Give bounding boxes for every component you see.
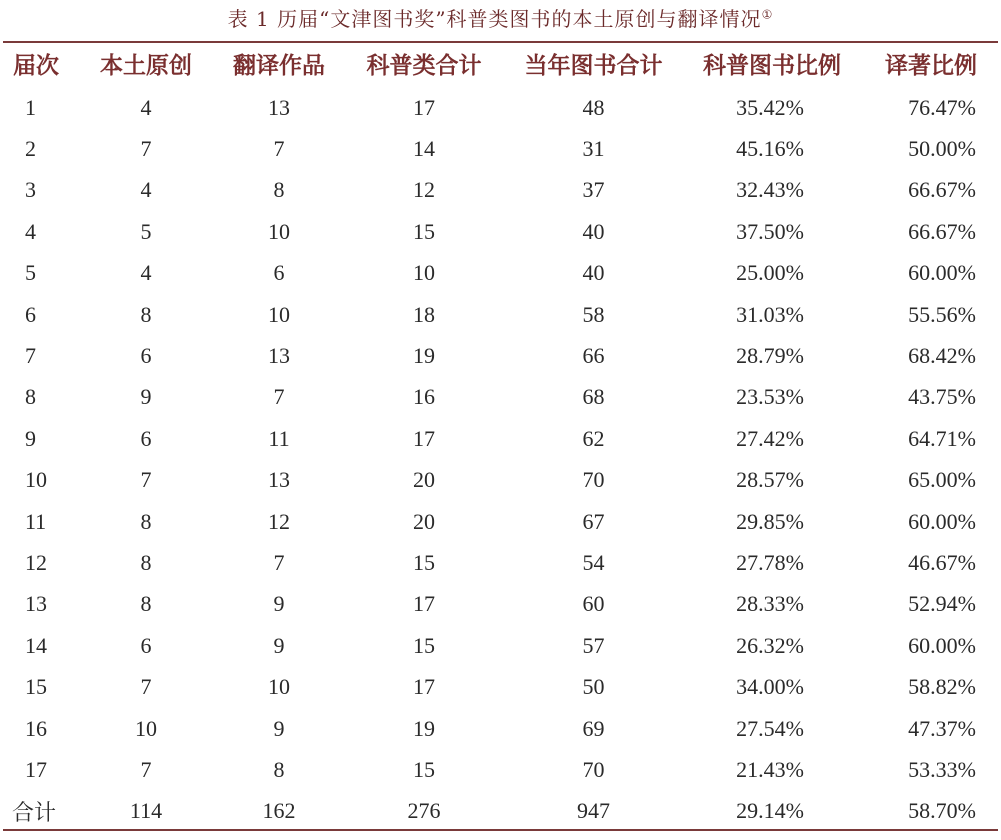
cell-session: 5: [25, 260, 36, 286]
table-caption: [0, 2, 1001, 36]
cell-translation-ratio: 47.37%: [908, 715, 976, 741]
cell-popsci-total: 15: [413, 632, 435, 658]
table-row: [3, 377, 998, 418]
cell-session: 13: [25, 591, 47, 617]
cell-popsci-total: 19: [413, 715, 435, 741]
cell-local-original: 114: [129, 798, 163, 824]
cell-popsci-ratio: 37.50%: [736, 218, 804, 244]
cell-translated-works: 162: [262, 798, 296, 824]
footnote-marker: ①: [761, 7, 774, 22]
table-row: [3, 294, 998, 335]
cell-translation-ratio: 76.47%: [908, 94, 976, 120]
cell-local-original: 4: [140, 94, 152, 120]
header-popsci-total: 科普类合计: [366, 52, 482, 79]
cell-popsci-total: 15: [413, 218, 435, 244]
cell-popsci-ratio: 27.54%: [736, 715, 804, 741]
cell-popsci-total: 15: [413, 756, 435, 782]
cell-translation-ratio: 60.00%: [908, 508, 976, 534]
cell-session: 4: [25, 218, 36, 244]
cell-translated-works: 7: [273, 136, 285, 162]
header-translation-ratio: 译著比例: [885, 52, 977, 79]
cell-translated-works: 9: [273, 591, 285, 617]
cell-session: 1: [25, 94, 36, 120]
cell-year-books-total: 40: [582, 218, 605, 244]
cell-translated-works: 13: [268, 343, 290, 369]
cell-popsci-ratio: 32.43%: [736, 177, 804, 203]
cell-local-original: 7: [140, 136, 152, 162]
cell-translated-works: 13: [268, 467, 290, 493]
cell-local-original: 7: [140, 674, 152, 700]
cell-translated-works: 10: [268, 301, 290, 327]
table-row: [3, 584, 998, 625]
total-row: [3, 791, 998, 832]
table-row: [3, 83, 998, 128]
header-row: [3, 43, 998, 83]
cell-translation-ratio: 43.75%: [908, 384, 976, 410]
cell-translated-works: 12: [268, 508, 290, 534]
cell-popsci-total: 10: [413, 260, 435, 286]
cell-popsci-total: 17: [413, 591, 435, 617]
cell-local-original: 6: [140, 632, 152, 658]
cell-translation-ratio: 66.67%: [908, 177, 976, 203]
cell-year-books-total: 57: [582, 632, 605, 658]
cell-popsci-total: 17: [413, 674, 435, 700]
cell-local-original: 5: [140, 218, 152, 244]
cell-popsci-ratio: 34.00%: [736, 674, 804, 700]
cell-year-books-total: 58: [582, 301, 605, 327]
cell-year-books-total: 31: [582, 136, 605, 162]
cell-popsci-ratio: 35.42%: [736, 94, 804, 120]
cell-popsci-total: 15: [413, 549, 435, 575]
cell-local-original: 6: [140, 343, 152, 369]
cell-popsci-total: 20: [413, 508, 435, 534]
cell-popsci-ratio: 27.42%: [736, 425, 804, 451]
cell-local-original: 8: [140, 549, 152, 575]
cell-translation-ratio: 64.71%: [908, 425, 976, 451]
cell-translation-ratio: 50.00%: [908, 136, 976, 162]
cell-popsci-total: 12: [413, 177, 435, 203]
cell-translated-works: 8: [273, 756, 285, 782]
table-row: [3, 460, 998, 501]
cell-translated-works: 9: [273, 632, 285, 658]
cell-popsci-total: 17: [413, 94, 435, 120]
cell-year-books-total: 48: [582, 94, 605, 120]
header-session: 届次: [13, 52, 59, 79]
cell-year-books-total: 68: [582, 384, 605, 410]
table-body: [3, 83, 998, 832]
cell-translated-works: 10: [268, 218, 290, 244]
cell-translation-ratio: 53.33%: [908, 756, 976, 782]
cell-popsci-total: 14: [413, 136, 435, 162]
cell-year-books-total: 66: [582, 343, 605, 369]
cell-session: 合计: [12, 799, 57, 825]
cell-session: 15: [25, 674, 47, 700]
cell-popsci-ratio: 21.43%: [736, 756, 804, 782]
table-row: [3, 418, 998, 459]
cell-session: 16: [25, 715, 47, 741]
cell-translation-ratio: 60.00%: [908, 632, 976, 658]
cell-popsci-total: 276: [407, 798, 441, 824]
cell-session: 12: [25, 549, 47, 575]
cell-year-books-total: 70: [582, 467, 605, 493]
cell-session: 7: [25, 343, 36, 369]
cell-translation-ratio: 52.94%: [908, 591, 976, 617]
cell-translation-ratio: 60.00%: [908, 260, 976, 286]
table-bottom-rule: [3, 829, 998, 831]
cell-popsci-ratio: 23.53%: [736, 384, 804, 410]
table-row: [3, 625, 998, 666]
cell-year-books-total: 37: [582, 177, 605, 203]
cell-year-books-total: 60: [582, 591, 605, 617]
cell-local-original: 8: [140, 301, 152, 327]
cell-session: 8: [25, 384, 36, 410]
table-row: [3, 749, 998, 790]
cell-translation-ratio: 58.82%: [908, 674, 976, 700]
cell-popsci-ratio: 45.16%: [736, 136, 804, 162]
cell-popsci-ratio: 27.78%: [736, 549, 804, 575]
header-year-books-total: 当年图书合计: [524, 52, 663, 79]
cell-local-original: 6: [140, 425, 152, 451]
cell-session: 6: [25, 301, 36, 327]
table-caption-text: 表 1 历届“文津图书奖”科普类图书的本土原创与翻译情况: [227, 7, 762, 31]
cell-year-books-total: 54: [582, 549, 605, 575]
cell-popsci-total: 17: [413, 425, 435, 451]
cell-translated-works: 11: [268, 425, 290, 451]
cell-translation-ratio: 68.42%: [908, 343, 976, 369]
table-row: [3, 128, 998, 169]
cell-translation-ratio: 66.67%: [908, 218, 976, 244]
table-row: [3, 542, 998, 583]
table-row: [3, 253, 998, 294]
cell-popsci-total: 20: [413, 467, 435, 493]
cell-year-books-total: 62: [582, 425, 605, 451]
cell-translated-works: 8: [273, 177, 285, 203]
table-row: [3, 666, 998, 707]
cell-session: 14: [25, 632, 47, 658]
cell-session: 11: [25, 508, 47, 534]
cell-translated-works: 7: [273, 549, 285, 575]
cell-year-books-total: 69: [582, 715, 605, 741]
table-row: [3, 335, 998, 376]
cell-popsci-ratio: 28.79%: [736, 343, 804, 369]
cell-popsci-total: 18: [413, 301, 435, 327]
cell-local-original: 10: [135, 715, 157, 741]
cell-session: 2: [25, 136, 36, 162]
cell-year-books-total: 40: [582, 260, 605, 286]
cell-popsci-total: 16: [413, 384, 435, 410]
cell-local-original: 8: [140, 591, 152, 617]
table-row: [3, 211, 998, 252]
cell-translated-works: 10: [268, 674, 290, 700]
cell-year-books-total: 50: [582, 674, 605, 700]
cell-translation-ratio: 58.70%: [908, 798, 976, 824]
cell-popsci-ratio: 28.57%: [736, 467, 804, 493]
cell-popsci-ratio: 25.00%: [736, 260, 804, 286]
cell-popsci-ratio: 31.03%: [736, 301, 804, 327]
cell-year-books-total: 67: [582, 508, 605, 534]
cell-session: 9: [25, 425, 36, 451]
cell-translated-works: 6: [273, 260, 285, 286]
cell-popsci-ratio: 29.14%: [736, 798, 804, 824]
cell-session: 10: [25, 467, 47, 493]
cell-local-original: 9: [140, 384, 152, 410]
table-row: [3, 501, 998, 542]
cell-year-books-total: 70: [582, 756, 605, 782]
table-row: [3, 170, 998, 211]
cell-translation-ratio: 55.56%: [908, 301, 976, 327]
cell-translation-ratio: 65.00%: [908, 467, 976, 493]
cell-popsci-ratio: 28.33%: [736, 591, 804, 617]
cell-local-original: 8: [140, 508, 152, 534]
cell-translated-works: 9: [273, 715, 285, 741]
header-local-original: 本土原创: [100, 52, 192, 79]
cell-translated-works: 7: [273, 384, 285, 410]
cell-translation-ratio: 46.67%: [908, 549, 976, 575]
cell-year-books-total: 947: [577, 798, 610, 824]
table-row: [3, 708, 998, 749]
header-translated-works: 翻译作品: [233, 52, 325, 79]
cell-popsci-ratio: 29.85%: [736, 508, 804, 534]
cell-local-original: 4: [140, 260, 152, 286]
cell-popsci-ratio: 26.32%: [736, 632, 804, 658]
cell-popsci-total: 19: [413, 343, 435, 369]
cell-translated-works: 13: [268, 94, 290, 120]
cell-local-original: 7: [140, 467, 152, 493]
cell-local-original: 7: [140, 756, 152, 782]
cell-session: 3: [25, 177, 36, 203]
cell-session: 17: [25, 756, 47, 782]
statistics-table: [3, 43, 998, 832]
header-popsci-ratio: 科普图书比例: [703, 52, 841, 79]
cell-local-original: 4: [140, 177, 152, 203]
